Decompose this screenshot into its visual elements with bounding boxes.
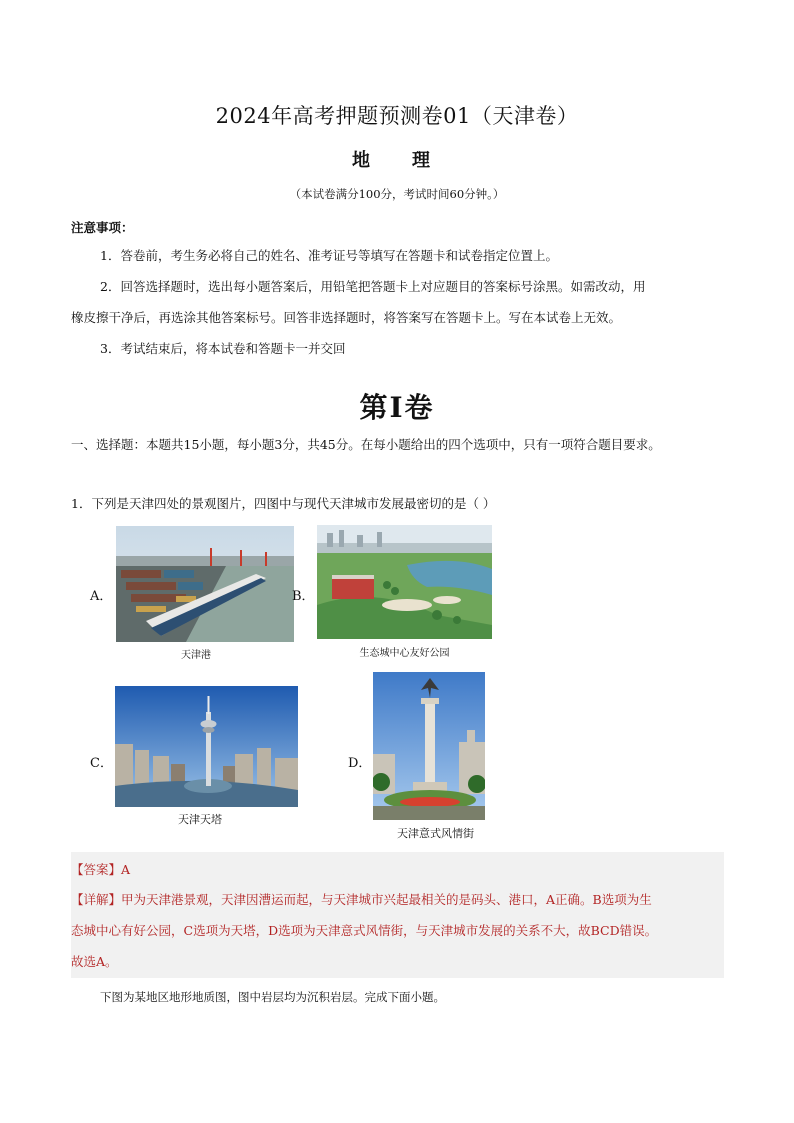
subject-title: 地 理 <box>352 150 442 171</box>
answer-value: A <box>121 862 131 877</box>
option-d-letter: D． <box>348 756 372 771</box>
park-photo-icon <box>317 525 492 639</box>
option-b-letter: B． <box>292 589 315 604</box>
question-1-stem: 1．下列是天津四处的景观图片，四图中与现代天津城市发展最密切的是（ ） <box>71 496 496 511</box>
next-question-lead: 下图为某地区地形地质图，图中岩层均为沉积岩层。完成下面小题。 <box>100 990 445 1004</box>
answer-detail-3: 故选A。 <box>71 954 118 969</box>
answer-box <box>71 852 724 978</box>
volume-title: 第I卷 <box>359 391 435 424</box>
option-b-caption: 生态城中心友好公园 <box>359 648 450 659</box>
section-intro: 一、选择题：本题共15小题，每小题3分，共45分。在每小题给出的四个选项中，只有一项符合题目要求。 <box>71 437 661 452</box>
tower-photo-icon <box>115 686 298 807</box>
port-photo-icon <box>116 526 294 642</box>
detail-label: 【详解】 <box>71 892 122 907</box>
exam-note: （本试卷满分100分，考试时间60分钟。） <box>289 187 505 201</box>
answer-detail-1 <box>71 884 724 915</box>
option-d-caption: 天津意式风情街 <box>397 827 474 840</box>
option-a-letter: A． <box>90 589 113 604</box>
notice-item-1: 1．答卷前，考生务必将自己的姓名、准考证号等填写在答题卡和试卷指定位置上。 <box>100 248 558 263</box>
option-a-caption: 天津港 <box>181 650 211 661</box>
notice-item-2-cont: 橡皮擦干净后，再选涂其他答案标号。回答非选择题时，将答案写在答题卡上。写在本试卷上无效。 <box>71 310 622 325</box>
detail-line-1: 甲为天津港景观，天津因漕运而起，与天津城市兴起最相关的是码头、港口，A正确。B选项为生 <box>121 892 652 907</box>
notice-item-3: 3．考试结束后，将本试卷和答题卡一并交回 <box>100 341 346 356</box>
answer-line <box>71 860 130 878</box>
page-title: 2024年高考押题预测卷01（天津卷） <box>215 104 579 128</box>
notice-item-2: 2．回答选择题时，选出每小题答案后，用铅笔把答题卡上对应题目的答案标号涂黑。如需改动，用 <box>100 279 646 294</box>
column-monument-photo-icon <box>373 672 485 820</box>
option-c-letter: C． <box>90 756 113 771</box>
option-c-caption: 天津天塔 <box>178 813 222 826</box>
answer-detail-2: 态城中心有好公园，C选项为天塔，D选项为天津意式风情街，与天津城市发展的关系不大，故BCD错误。 <box>71 923 658 938</box>
answer-label: 【答案】 <box>71 862 122 877</box>
notice-heading: 注意事项： <box>71 220 134 235</box>
